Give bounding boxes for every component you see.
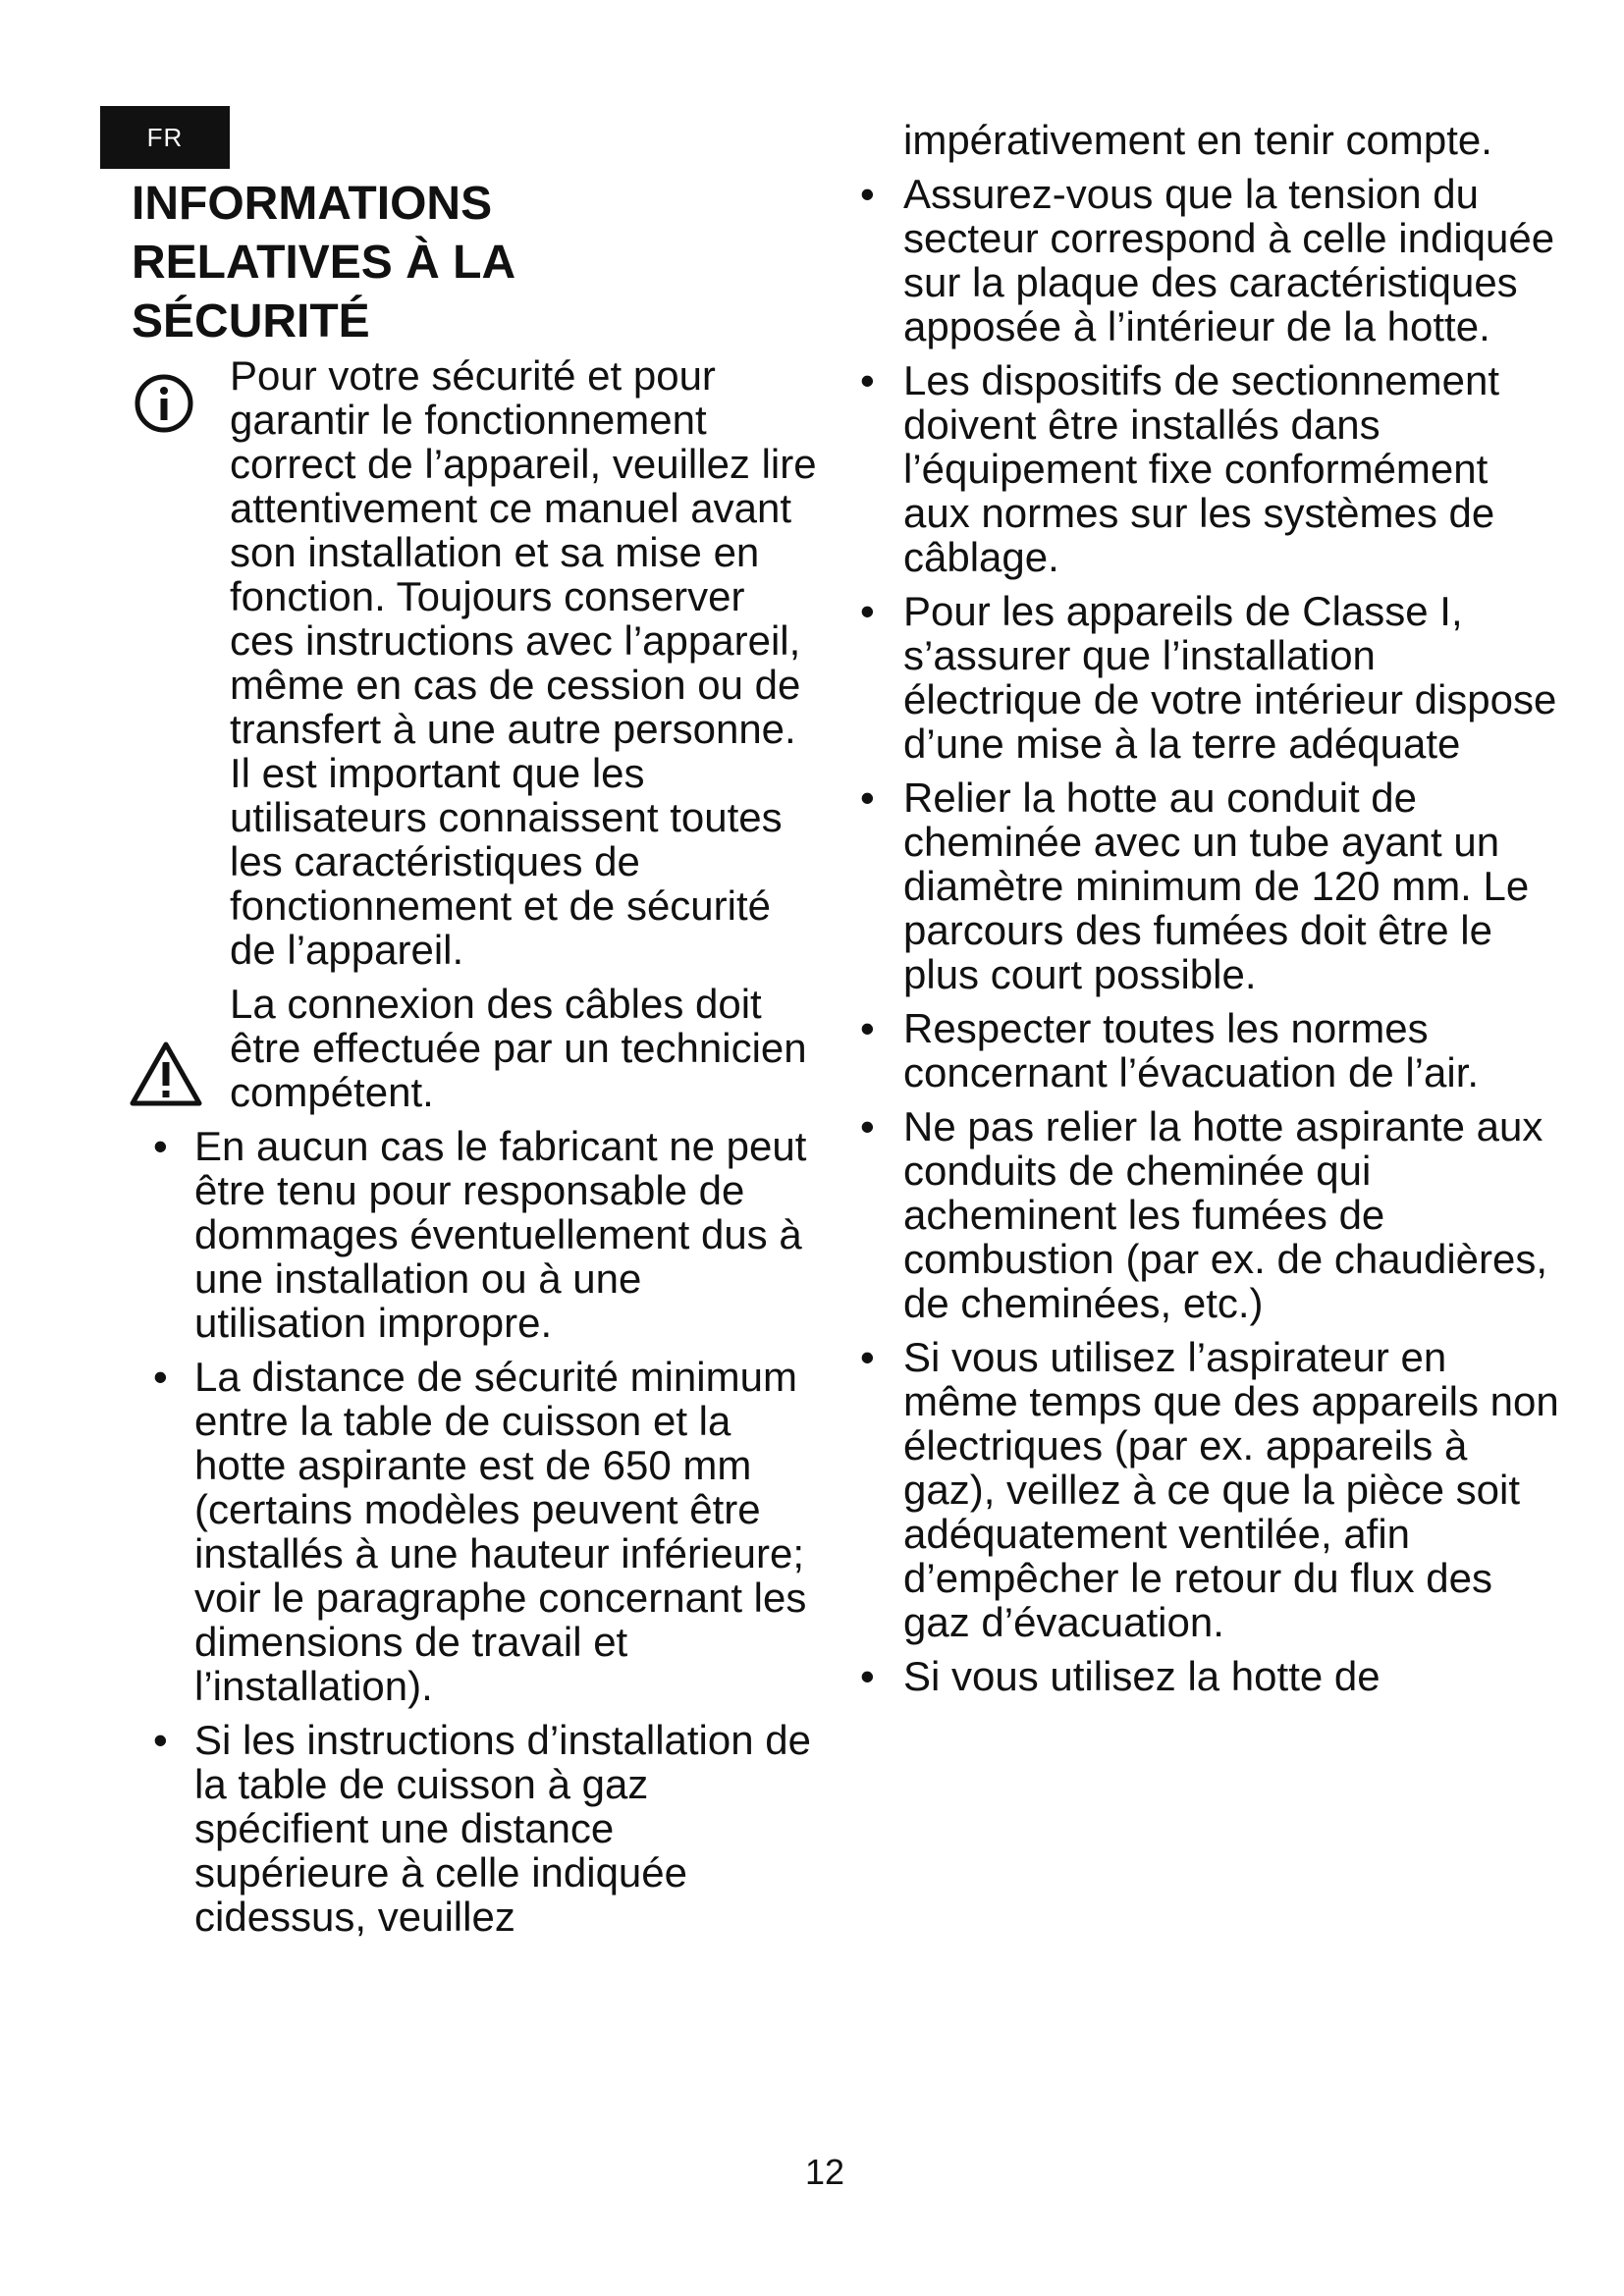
list-item-text: Pour les appareils de Classe I, s’assurer que l’installation électrique de votre intérieur dispose d’une mise à la terre adéquate [903, 588, 1557, 767]
bullet-dot: • [860, 588, 875, 634]
bullet-dot: • [860, 774, 875, 821]
bullet-dot: • [153, 1123, 168, 1169]
left-bullet-list [132, 1124, 819, 1939]
list-item-text: Ne pas relier la hotte aspirante aux conduits de cheminée qui acheminent les fumées de combustion (par ex. de chaudières, de cheminées, etc.) [903, 1103, 1548, 1326]
list-item-text: La distance de sécurité minimum entre la table de cuisson et la hotte aspirante est de 650 mm (certains modèles peuvent être installés à une hauteur inférieure; voir le paragraphe concernant les dimensions de travail et l’installation). [194, 1354, 807, 1709]
warning-icon [130, 1041, 202, 1107]
bullet-dot: • [860, 1653, 875, 1699]
warning-note-text: La connexion des câbles doit être effectuée par un technicien compétent. [230, 981, 807, 1115]
list-item [132, 1355, 819, 1708]
list-item-text: Respecter toutes les normes concernant l’évacuation de l’air. [903, 1005, 1480, 1095]
list-item-text: Assurez-vous que la tension du secteur correspond à celle indiquée sur la plaque des caractéristiques apposée à l’intérieur de la hotte. [903, 171, 1555, 349]
list-item [132, 1124, 819, 1345]
bullet-dot: • [153, 1717, 168, 1763]
list-item-text: Si vous utilisez la hotte de [903, 1653, 1380, 1699]
title-line-3: SÉCURITÉ [132, 295, 370, 347]
language-tab: FR [100, 106, 230, 169]
bullet-dot: • [153, 1354, 168, 1400]
continued-text: impérativement en tenir compte. [903, 117, 1492, 163]
list-item [856, 172, 1563, 348]
list-item [132, 1718, 819, 1939]
list-item [856, 775, 1563, 996]
list-item-text: Relier la hotte au conduit de cheminée avec un tube ayant un diamètre minimum de 120 mm. Le parcours des fumées doit être le plus court possible. [903, 774, 1530, 997]
list-item [856, 589, 1563, 766]
list-item-text: Si vous utilisez l’aspirateur en même temps que des appareils non électriques (par ex. appareils à gaz), veillez à ce que la pièce soit adéquatement ventilée, afin d’empêcher le retour du flux des gaz d’évacuation. [903, 1334, 1559, 1645]
bullet-dot: • [860, 1103, 875, 1149]
bullet-dot: • [860, 1005, 875, 1051]
page-title [132, 175, 681, 351]
list-item [856, 1654, 1563, 1698]
list-item [856, 1335, 1563, 1644]
info-note-text: Pour votre sécurité et pour garantir le fonctionnement correct de l’appareil, veuillez lire attentivement ce manuel avant son installation et sa mise en fonction. Toujours conserver ces instructions avec l’appareil, même en cas de cession ou de transfert à une autre personne. Il est important que les utilisateurs connaissent toutes les caractéristiques de fonctionnement et de sécurité de l’appareil. [230, 352, 817, 973]
right-bullet-list [856, 172, 1563, 1698]
info-note [132, 353, 819, 972]
warning-note [132, 982, 819, 1114]
right-column [856, 118, 1563, 1708]
title-line-2: RELATIVES À LA [132, 237, 516, 289]
bullet-dot: • [860, 1334, 875, 1380]
list-item-text: En aucun cas le fabricant ne peut être tenu pour responsable de dommages éventuellement dus à une installation ou à une utilisation impropre. [194, 1123, 807, 1346]
page-number: 12 [804, 2152, 845, 2192]
list-item [856, 358, 1563, 579]
info-icon [134, 373, 194, 434]
left-column [132, 353, 819, 1949]
title-line-1: INFORMATIONS [132, 178, 493, 230]
list-item [856, 1104, 1563, 1325]
list-item-text: Les dispositifs de sectionnement doivent être installés dans l’équipement fixe conformément aux normes sur les systèmes de câblage. [903, 357, 1500, 580]
list-item [856, 1006, 1563, 1095]
list-item-text: Si les instructions d’installation de la table de cuisson à gaz spécifient une distance supérieure à celle indiquée cidessus, veuillez [194, 1717, 811, 1940]
bullet-dot: • [860, 171, 875, 217]
bullet-dot: • [860, 357, 875, 403]
